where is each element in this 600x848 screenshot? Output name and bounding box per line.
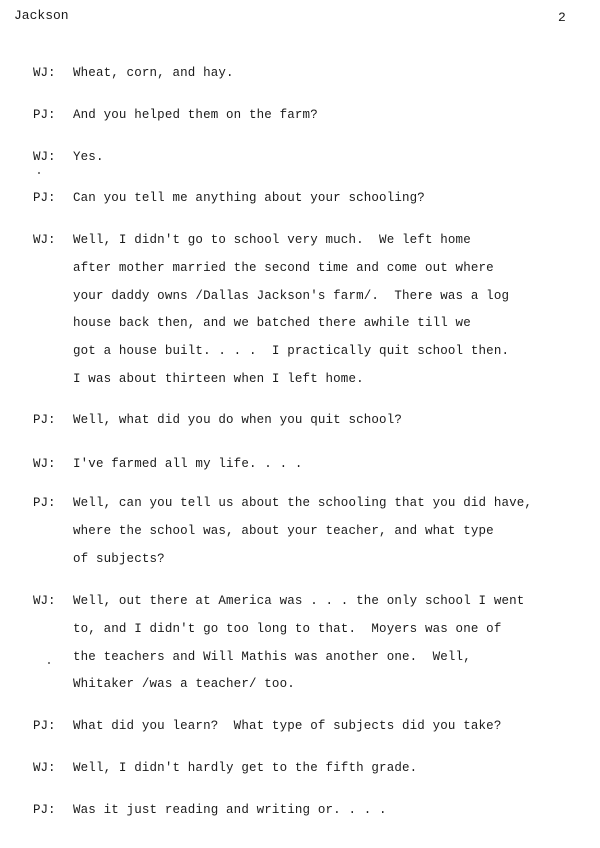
transcript-line: I was about thirteen when I left home. bbox=[73, 372, 364, 386]
speaker-label: PJ: bbox=[33, 191, 56, 205]
transcript-line: Well, I didn't go to school very much. We left home bbox=[73, 233, 471, 247]
speaker-label: WJ: bbox=[33, 233, 56, 247]
stray-mark bbox=[48, 662, 50, 664]
transcript-line: Well, out there at America was . . . the only school I went bbox=[73, 594, 525, 608]
header-interviewee-name: Jackson bbox=[14, 8, 69, 23]
transcript-line: your daddy owns /Dallas Jackson's farm/. There was a log bbox=[73, 288, 510, 303]
transcript-line: the teachers and Will Mathis was another one. Well, bbox=[73, 649, 471, 664]
transcript-line: of subjects? bbox=[73, 551, 165, 566]
transcript-line: Can you tell me anything about your schooling? bbox=[73, 191, 425, 205]
transcript-line: house back then, and we batched there awhile till we bbox=[73, 316, 471, 331]
transcript-line: after mother married the second time and come out where bbox=[73, 260, 494, 275]
transcript-line: Well, what did you do when you quit school? bbox=[73, 413, 403, 427]
stray-mark bbox=[38, 172, 40, 174]
speaker-label: PJ: bbox=[33, 108, 56, 122]
transcript-line: I've farmed all my life. . . . bbox=[73, 457, 303, 471]
transcript-line: got a house built. . . . I practically quit school then. bbox=[73, 344, 510, 359]
transcript-line: And you helped them on the farm? bbox=[73, 108, 318, 122]
speaker-label: PJ: bbox=[33, 803, 56, 817]
transcript-line: Well, I didn't hardly get to the fifth grade. bbox=[73, 761, 418, 775]
transcript-line: Was it just reading and writing or. . . . bbox=[73, 803, 387, 817]
speaker-label: PJ: bbox=[33, 413, 56, 427]
transcript-line: Wheat, corn, and hay. bbox=[73, 66, 234, 80]
transcript-line: Well, can you tell us about the schooling that you did have, bbox=[73, 496, 533, 510]
transcript-line: where the school was, about your teacher, and what type bbox=[73, 523, 494, 538]
speaker-label: WJ: bbox=[33, 457, 56, 471]
transcript-line: Whitaker /was a teacher/ too. bbox=[73, 677, 295, 692]
speaker-label: WJ: bbox=[33, 594, 56, 608]
transcript-line: What did you learn? What type of subjects did you take? bbox=[73, 719, 502, 733]
speaker-label: WJ: bbox=[33, 66, 56, 80]
page-number: 2 bbox=[558, 10, 566, 25]
speaker-label: WJ: bbox=[33, 150, 56, 164]
speaker-label: PJ: bbox=[33, 719, 56, 733]
transcript-line: Yes. bbox=[73, 150, 104, 164]
speaker-label: WJ: bbox=[33, 761, 56, 775]
speaker-label: PJ: bbox=[33, 496, 56, 510]
transcript-line: to, and I didn't go too long to that. Moyers was one of bbox=[73, 621, 502, 636]
